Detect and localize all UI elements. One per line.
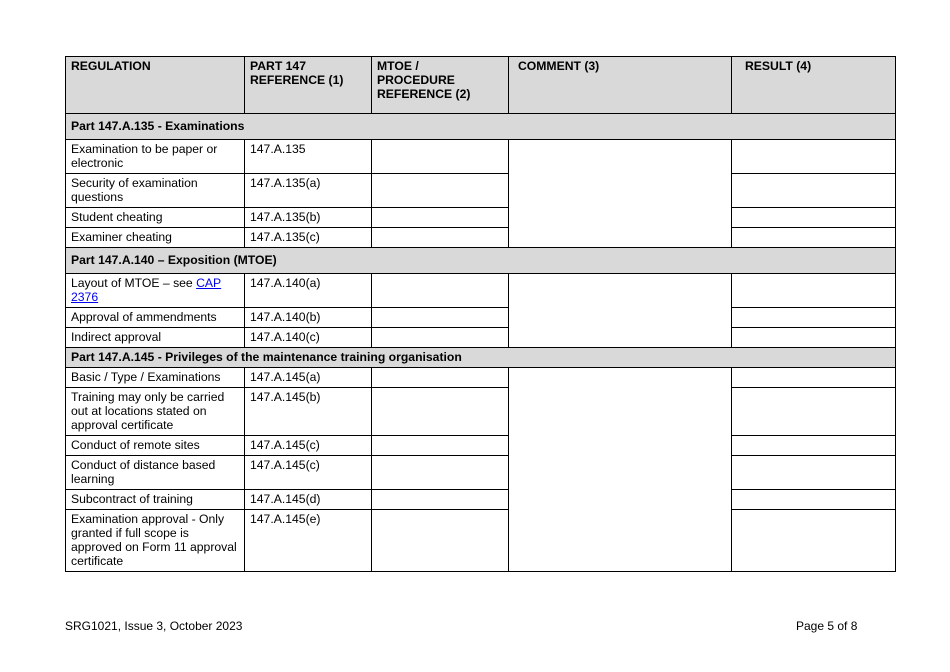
table-row <box>66 308 896 328</box>
mtoe-reference-cell[interactable] <box>372 456 509 490</box>
table-row <box>66 388 896 436</box>
section-row <box>66 114 896 140</box>
regulation-cell: Security of examination questions <box>66 174 245 208</box>
table-row <box>66 208 896 228</box>
result-cell[interactable] <box>732 228 896 248</box>
comment-cell[interactable] <box>509 140 732 248</box>
mtoe-reference-cell[interactable] <box>372 510 509 572</box>
result-cell[interactable] <box>732 274 896 308</box>
mtoe-reference-cell[interactable] <box>372 208 509 228</box>
reference-cell: 147.A.140(a) <box>245 274 372 308</box>
table-row <box>66 228 896 248</box>
table-row <box>66 490 896 510</box>
mtoe-reference-cell[interactable] <box>372 436 509 456</box>
reference-cell: 147.A.140(b) <box>245 308 372 328</box>
mtoe-reference-cell[interactable] <box>372 388 509 436</box>
reference-cell: 147.A.135 <box>245 140 372 174</box>
regulation-cell: Basic / Type / Examinations <box>66 368 245 388</box>
result-cell[interactable] <box>732 436 896 456</box>
regulation-cell: Approval of ammendments <box>66 308 245 328</box>
result-cell[interactable] <box>732 174 896 208</box>
header-result: RESULT (4) <box>732 57 896 114</box>
result-cell[interactable] <box>732 308 896 328</box>
result-cell[interactable] <box>732 140 896 174</box>
regulation-cell: Subcontract of training <box>66 490 245 510</box>
reference-cell: 147.A.135(c) <box>245 228 372 248</box>
table-row <box>66 436 896 456</box>
mtoe-reference-cell[interactable] <box>372 328 509 348</box>
table-row <box>66 174 896 208</box>
table-row <box>66 328 896 348</box>
regulation-cell: Examination to be paper or electronic <box>66 140 245 174</box>
header-mtoe-procedure-reference: MTOE / PROCEDURE REFERENCE (2) <box>372 57 509 114</box>
reference-cell: 147.A.145(b) <box>245 388 372 436</box>
comment-cell[interactable] <box>509 274 732 348</box>
regulation-text: Layout of MTOE – see <box>71 276 197 290</box>
table-row <box>66 456 896 490</box>
mtoe-reference-cell[interactable] <box>372 228 509 248</box>
mtoe-reference-cell[interactable] <box>372 174 509 208</box>
compliance-checklist-table <box>65 56 896 572</box>
mtoe-reference-cell[interactable] <box>372 274 509 308</box>
regulation-cell: Conduct of remote sites <box>66 436 245 456</box>
mtoe-reference-cell[interactable] <box>372 140 509 174</box>
result-cell[interactable] <box>732 388 896 436</box>
result-cell[interactable] <box>732 368 896 388</box>
result-cell[interactable] <box>732 456 896 490</box>
header-regulation: REGULATION <box>66 57 245 114</box>
table-row <box>66 510 896 572</box>
result-cell[interactable] <box>732 510 896 572</box>
section-row <box>66 248 896 274</box>
comment-cell[interactable] <box>509 368 732 572</box>
regulation-cell: Training may only be carried out at locations stated on approval certificate <box>66 388 245 436</box>
regulation-cell: Student cheating <box>66 208 245 228</box>
regulation-cell <box>66 274 245 308</box>
section-row <box>66 348 896 368</box>
regulation-cell: Indirect approval <box>66 328 245 348</box>
section-title: Part 147.A.145 - Privileges of the maintenance training organisation <box>66 348 896 368</box>
reference-cell: 147.A.145(c) <box>245 456 372 490</box>
header-row <box>66 57 896 114</box>
mtoe-reference-cell[interactable] <box>372 308 509 328</box>
reference-cell: 147.A.140(c) <box>245 328 372 348</box>
cap-2376-link[interactable]: CAP 2376 <box>71 276 222 304</box>
reference-cell: 147.A.135(b) <box>245 208 372 228</box>
reference-cell: 147.A.145(e) <box>245 510 372 572</box>
header-part147-reference: PART 147 REFERENCE (1) <box>245 57 372 114</box>
regulation-cell: Examiner cheating <box>66 228 245 248</box>
regulation-cell: Conduct of distance based learning <box>66 456 245 490</box>
mtoe-reference-cell[interactable] <box>372 368 509 388</box>
document-reference: SRG1021, Issue 3, October 2023 <box>65 619 243 633</box>
result-cell[interactable] <box>732 328 896 348</box>
table-row <box>66 368 896 388</box>
page-number: Page 5 of 8 <box>796 619 858 633</box>
reference-cell: 147.A.145(a) <box>245 368 372 388</box>
section-title: Part 147.A.135 - Examinations <box>66 114 896 140</box>
reference-cell: 147.A.145(c) <box>245 436 372 456</box>
table-row <box>66 140 896 174</box>
table-row <box>66 274 896 308</box>
reference-cell: 147.A.145(d) <box>245 490 372 510</box>
reference-cell: 147.A.135(a) <box>245 174 372 208</box>
result-cell[interactable] <box>732 208 896 228</box>
mtoe-reference-cell[interactable] <box>372 490 509 510</box>
section-title: Part 147.A.140 – Exposition (MTOE) <box>66 248 896 274</box>
header-comment: COMMENT (3) <box>509 57 732 114</box>
result-cell[interactable] <box>732 490 896 510</box>
regulation-cell: Examination approval - Only granted if full scope is approved on Form 11 approval certificate <box>66 510 245 572</box>
